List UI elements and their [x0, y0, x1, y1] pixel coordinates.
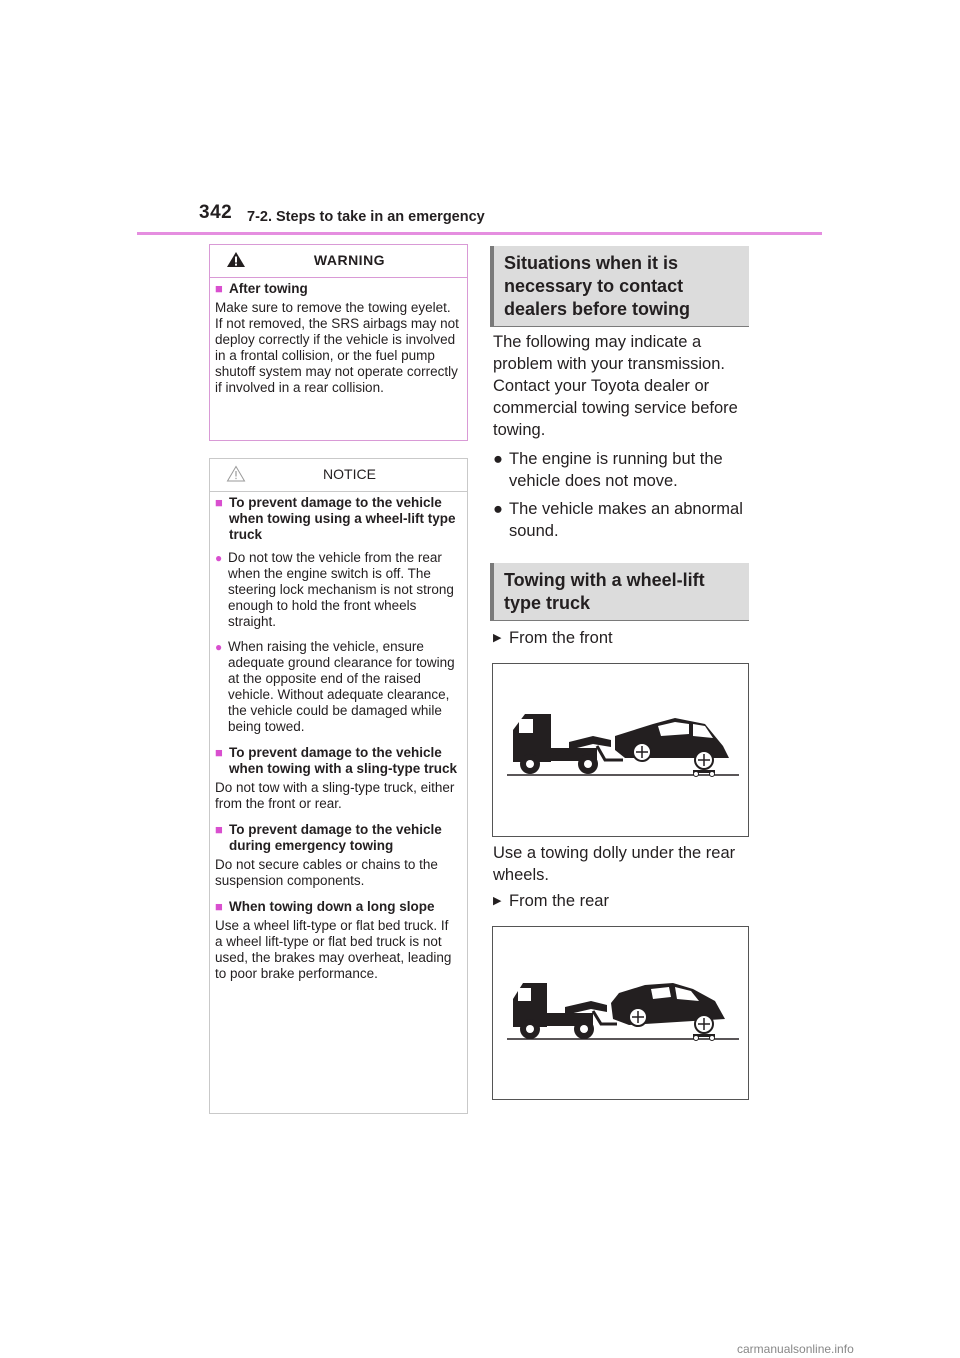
- situations-bullets: [493, 448, 753, 542]
- square-bullet-icon: ■: [215, 281, 223, 296]
- warning-box: [209, 244, 468, 441]
- notice-section2-text: Do not tow with a sling-type truck, either from the front or rear.: [215, 780, 455, 811]
- situations-bullet: ● The vehicle makes an abnormal sound.: [493, 500, 743, 540]
- notice-section3-text: Do not secure cables or chains to the suspension components.: [215, 857, 438, 888]
- notice-body: [215, 495, 459, 982]
- circle-bullet-icon: ●: [215, 640, 223, 654]
- notice-header: [210, 459, 467, 492]
- square-bullet-icon: ■: [215, 899, 223, 914]
- warning-triangle-icon: [226, 251, 246, 268]
- circle-bullet-icon: ●: [215, 551, 223, 565]
- square-bullet-icon: ■: [215, 495, 223, 510]
- situations-intro: The following may indicate a problem with your transmission. Contact your Toyota dealer or commercial towing service before towing.: [493, 333, 738, 439]
- circle-bullet-icon: ●: [493, 500, 503, 518]
- footer-watermark: carmanualsonline.info: [737, 1342, 854, 1356]
- notice-section4-text: Use a wheel lift-type or flat bed truck. If a wheel lift-type or flat bed truck is not used, the brakes may overheat, leading to poor brake performance.: [215, 918, 452, 981]
- warning-body: [215, 281, 459, 396]
- figure-tow-from-rear: [492, 926, 749, 1100]
- square-bullet-icon: ■: [215, 745, 223, 760]
- chapter-title: 7-2. Steps to take in an emergency: [247, 209, 485, 225]
- circle-bullet-icon: ●: [493, 450, 503, 468]
- arrow-right-icon: ▶: [493, 632, 502, 644]
- notice-bullet: ● Do not tow the vehicle from the rear when the engine switch is off. The steering lock mechanism is not strong enough to hold the front wheels straight.: [215, 550, 454, 629]
- arrow-right-icon: ▶: [493, 895, 502, 907]
- notice-title: NOTICE: [323, 466, 376, 482]
- notice-box: [209, 458, 468, 1114]
- notice-section4-title: ■ When towing down a long slope: [215, 899, 435, 914]
- warning-header: [210, 245, 467, 278]
- notice-bullet: ● When raising the vehicle, ensure adequate ground clearance for towing at the opposite end of the raised vehicle. Without adequate clearance, the vehicle could be damaged while being towed.: [215, 639, 455, 734]
- notice-section1-title: ■ To prevent damage to the vehicle when towing using a wheel-lift type truck: [215, 495, 456, 542]
- warning-text: Make sure to remove the towing eyelet. If not removed, the SRS airbags may not deploy correctly if the vehicle is involved in a frontal collision, or the fuel pump shutoff system may not operate correctly if involved in a rear collision.: [215, 300, 459, 395]
- warning-title: WARNING: [313, 252, 386, 268]
- situations-bullet: ● The engine is running but the vehicle does not move.: [493, 450, 723, 490]
- warning-section-title: ■ After towing: [215, 281, 308, 296]
- figure-tow-from-front: [492, 663, 749, 837]
- tow-truck-front-illustration: [493, 664, 748, 836]
- front-caption: Use a towing dolly under the rear wheels.: [493, 844, 736, 884]
- wheel-lift-heading: Towing with a wheel-lift type truck: [490, 563, 749, 621]
- from-front-label: ▶ From the front: [493, 629, 613, 647]
- tow-truck-rear-illustration: [493, 927, 748, 1099]
- notice-section2-title: ■ To prevent damage to the vehicle when towing with a sling-type truck: [215, 745, 458, 776]
- square-bullet-icon: ■: [215, 822, 223, 837]
- notice-section3-title: ■ To prevent damage to the vehicle during emergency towing: [215, 822, 442, 853]
- header-rule: [137, 232, 822, 235]
- situations-heading: Situations when it is necessary to contact dealers before towing: [490, 246, 749, 327]
- page-number: 342: [199, 202, 233, 223]
- caution-triangle-icon: [226, 465, 246, 482]
- from-rear-label: ▶ From the rear: [493, 892, 609, 910]
